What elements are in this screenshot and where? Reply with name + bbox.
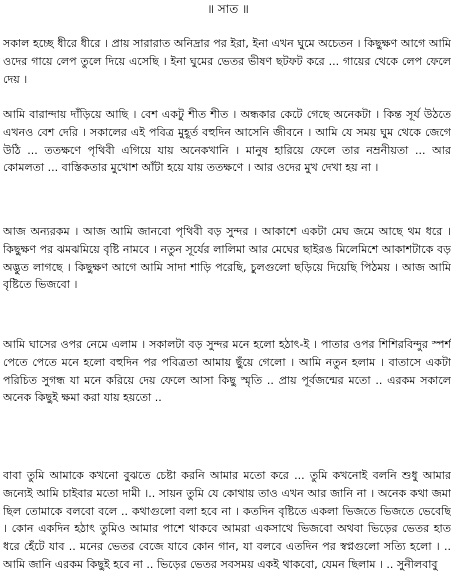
paragraph-1: সকাল হচ্ছে ধীরে ধীরে । প্রায় সারারাত অনিদ্রার পর ইরা, ইনা এখন ঘুমে অচেতন । কিছুক্ষণ আগে আমি ওদের গায়ে লেপ তুলে দিয়ে এসেছি । ইনা ঘুমের ভেতর ভীষণ ছটফট করে ... গায়ের থেকে লেপ ফেলে দেয় । (3, 37, 451, 86)
paragraph-5: বাবা তুমি আমাকে কখনো বুঝতে চেষ্টা করনি আমার মতো করে ... তুমি কখনোই বলনি শুধু আমার জন্যেই আমি চাইবার মতো দামী ।.. সায়ন তুমি যে কোথায় তাও এখন আর জানি না । অনেক কথা জমা ছিল তোমাকে বলবো বলে .. কথাগুলো বলা হবে না । কতদিন বৃষ্টিতে একলা ভিজতে ভিজতে ভেবেছি । কোন একদিন হঠাৎ তুমিও আমার পাশে থাকবে আমরা একসাথে ভিজবো অথবা ভিড়ের ভেতর হাত ধরে হেঁটে যাব .. মনের ভেতর বেজে যাবে কোন গান, যা বলবে এতদিন পর স্বপ্নগুলো সত্যি হলো । .. আমি জানি এরকম কিছুই হবে না .. ভিড়ের ভেতর সবসময় একই থাকবো, যেমন ছিলাম । .. সুনীলবাবু (3, 469, 451, 571)
paragraph-3: আজ অন্যরকম । আজ আমি জানবো পৃথিবী বড় সুন্দর । আকাশে একটা মেঘ জমে আছে থম ধরে । কিছুক্ষণ পর ঝমঝমিয়ে বৃষ্টি নামবে । নতুন সূর্যের লালিমা আর মেঘের ছাইরঙ মিলেমিশে আকাশটাকে বড় অদ্ভুত লাগছে । কিছুক্ষণ আগে আমি সাদা শাড়ি পরেছি, চুলগুলো ছড়িয়ে দিয়েছি পিঠময় । আজ আমি বৃষ্টিতে ভিজবো । (3, 225, 451, 292)
paragraph-4: আমি ঘাসের ওপর নেমে এলাম । সকালটা বড় সুন্দর মনে হলো হঠাৎ-ই । পাতার ওপর শিশিরবিন্দুর স্পর্শ পেতে পেতে মনে হলো বহুদিন পর পবিত্রতা আমায় ছুঁয়ে গেলো । আমি নতুন হলাম । বাতাসে একটা পরিচিত সুগন্ধ যা মনে করিয়ে দেয় ফেলে আসা কিছু স্মৃতি .. প্রায় পূর্বজন্মের মতো .. এরকম সকালে অনেক কিছুই ক্ষমা করা যায় হয়তো .. (3, 338, 451, 405)
chapter-heading: ॥ সাত ॥ (207, 2, 249, 16)
paragraph-2: আমি বারান্দায় দাঁড়িয়ে আছি । বেশ একটু শীত শীত । অন্ধকার কেটে গেছে অনেকটা । কিন্ত সূর্য উঠতে এখনও বেশ দেরি । সকালের এই পবিত্র মুহূর্ত বহুদিন আসেনি জীবনে । আমি যে সময় ঘুম থেকে জেগে উঠি ... ততক্ষণে পৃথিবী এগিয়ে যায় অনেকখানি । মানুষ হারিয়ে ফেলে তার নম্রনীয়তা ... আর কোমলতা ... বাস্তিকতার মুখোশ আঁটা হয়ে যায় ততক্ষণে । আর ওদের মুখ দেখা হয় না । (3, 108, 451, 175)
